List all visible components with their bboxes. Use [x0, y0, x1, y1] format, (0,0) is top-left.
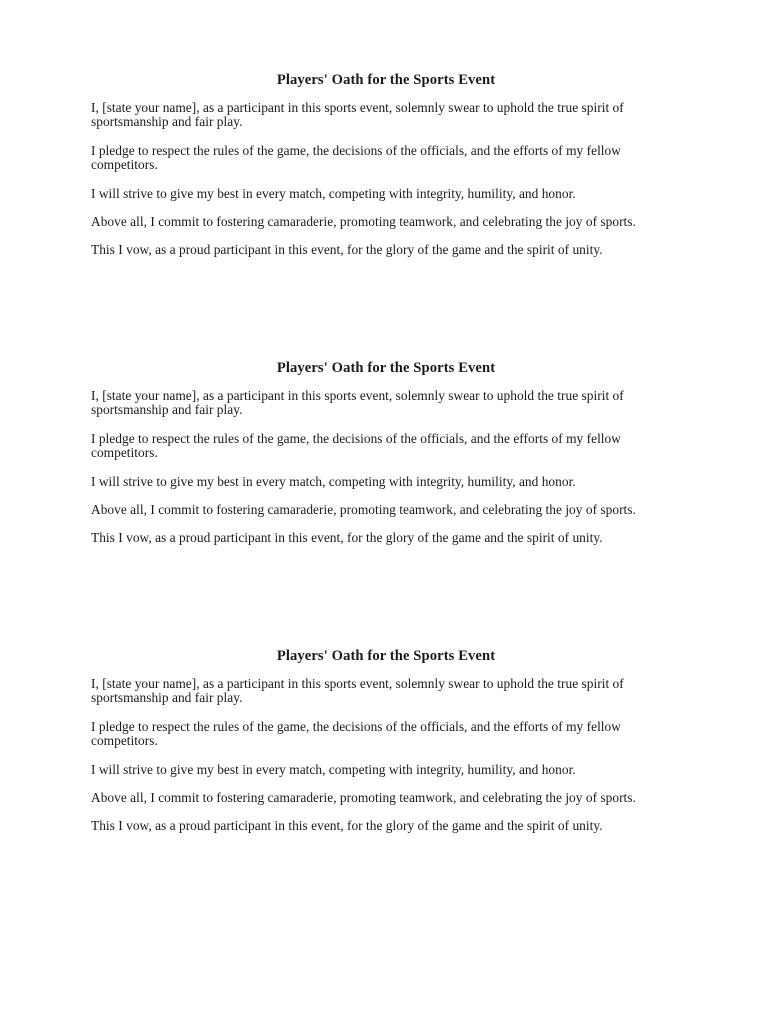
- oath-paragraph-strive: I will strive to give my best in every match, competing with integrity, humility, and honor.: [91, 761, 576, 777]
- oath-paragraph-vow: This I vow, as a proud participant in this event, for the glory of the game and the spirit of unity.: [91, 818, 603, 834]
- oath-paragraph-vow: This I vow, as a proud participant in this event, for the glory of the game and the spirit of unity.: [91, 530, 603, 546]
- oath-paragraph-commit: Above all, I commit to fostering camaraderie, promoting teamwork, and celebrating the joy of sports.: [91, 790, 636, 806]
- oath-block: [91, 360, 681, 560]
- oath-paragraph-declaration: I, [state your name], as a participant in this sports event, solemnly swear to uphold the true spirit of sportsmanship and fair play.: [91, 100, 624, 130]
- oath-title: Players' Oath for the Sports Event: [276, 360, 496, 376]
- oath-block: [91, 72, 681, 272]
- oath-paragraph-strive: I will strive to give my best in every match, competing with integrity, humility, and honor.: [91, 473, 576, 489]
- oath-paragraph-pledge: I pledge to respect the rules of the game, the decisions of the officials, and the efforts of my fellow competitors.: [91, 430, 621, 461]
- oath-block: [91, 648, 681, 848]
- oath-paragraph-declaration: I, [state your name], as a participant in this sports event, solemnly swear to uphold the true spirit of sportsmanship and fair play.: [91, 676, 624, 706]
- oath-paragraph-vow: This I vow, as a proud participant in this event, for the glory of the game and the spirit of unity.: [91, 242, 603, 258]
- oath-paragraph-commit: Above all, I commit to fostering camaraderie, promoting teamwork, and celebrating the joy of sports.: [91, 214, 636, 230]
- oath-paragraph-commit: Above all, I commit to fostering camaraderie, promoting teamwork, and celebrating the joy of sports.: [91, 502, 636, 518]
- oath-paragraph-declaration: I, [state your name], as a participant in this sports event, solemnly swear to uphold the true spirit of sportsmanship and fair play.: [91, 388, 624, 418]
- oath-paragraph-pledge: I pledge to respect the rules of the game, the decisions of the officials, and the efforts of my fellow competitors.: [91, 718, 621, 749]
- oath-paragraph-pledge: I pledge to respect the rules of the game, the decisions of the officials, and the efforts of my fellow competitors.: [91, 142, 621, 173]
- oath-paragraph-strive: I will strive to give my best in every match, competing with integrity, humility, and honor.: [91, 185, 576, 201]
- oath-title: Players' Oath for the Sports Event: [276, 72, 496, 88]
- oath-title: Players' Oath for the Sports Event: [276, 648, 496, 664]
